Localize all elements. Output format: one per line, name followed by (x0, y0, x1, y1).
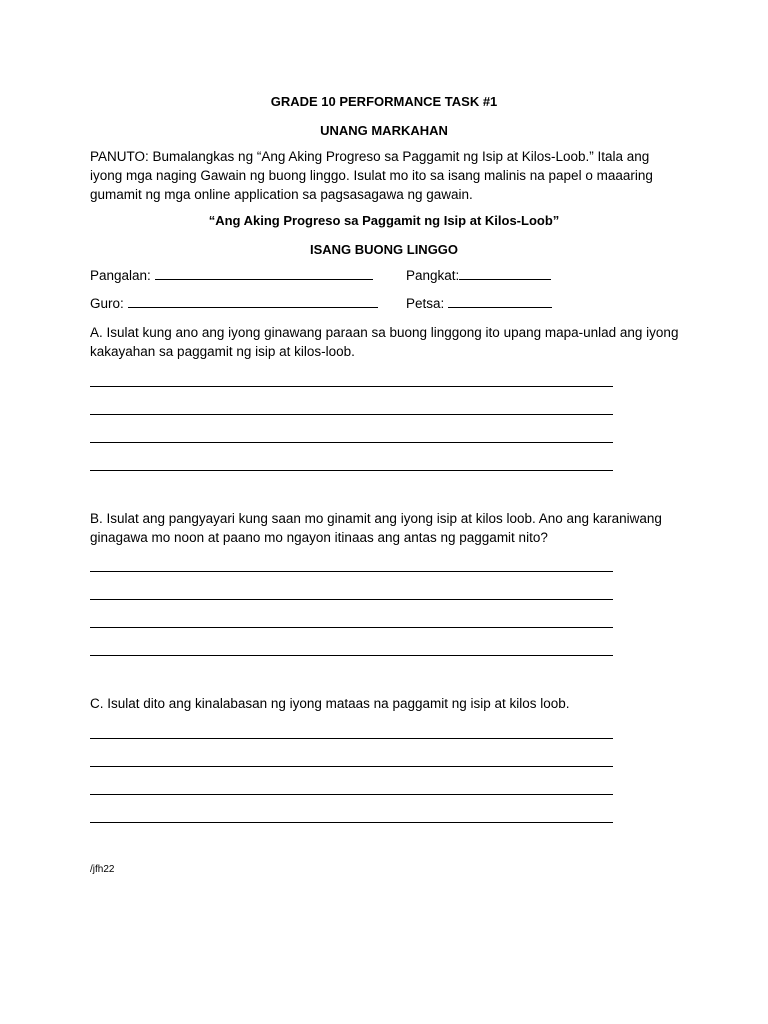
question-a: A. Isulat kung ano ang iyong ginawang paraan sa buong linggong ito upang mapa-unlad ang iyong kakayahan sa paggamit ng isip at kilos-loob. (90, 325, 679, 359)
answer-line-b2[interactable] (90, 599, 613, 600)
guro-blank[interactable] (128, 295, 378, 308)
answer-line-a4[interactable] (90, 470, 613, 471)
answer-line-a3[interactable] (90, 442, 613, 443)
answer-line-c1[interactable] (90, 738, 613, 739)
answer-line-c3[interactable] (90, 794, 613, 795)
pangkat-field[interactable] (406, 266, 551, 285)
answer-line-a1[interactable] (90, 386, 613, 387)
pangkat-blank[interactable] (459, 267, 551, 280)
answer-line-c4[interactable] (90, 822, 613, 823)
pangalan-label: Pangalan: (90, 268, 151, 283)
footer-code: /jfh22 (90, 864, 115, 875)
answer-line-b4[interactable] (90, 655, 613, 656)
worksheet-title: GRADE 10 PERFORMANCE TASK #1 (270, 94, 498, 109)
question-c: C. Isulat dito ang kinalabasan ng iyong mataas na paggamit ng isip at kilos loob. (90, 696, 570, 711)
answer-line-c2[interactable] (90, 766, 613, 767)
answer-line-a2[interactable] (90, 414, 613, 415)
task-period: ISANG BUONG LINGGO (309, 242, 459, 257)
pangalan-blank[interactable] (155, 267, 373, 280)
instructions-paragraph: PANUTO: Bumalangkas ng “Ang Aking Progreso sa Paggamit ng Isip at Kilos-Loob.” Itala ang iyong mga naging Gawain ng buong linggo. Isulat mo ito sa isang malinis na papel o maaaring gumamit ng mga online application sa pagsasagawa ng gawain. (90, 149, 653, 202)
answer-line-b1[interactable] (90, 571, 613, 572)
task-title: “Ang Aking Progreso sa Paggamit ng Isip at Kilos-Loob” (208, 213, 560, 228)
petsa-label: Petsa: (406, 296, 445, 311)
petsa-field[interactable] (406, 294, 552, 313)
guro-label: Guro: (90, 296, 124, 311)
answer-line-b3[interactable] (90, 627, 613, 628)
pangalan-field[interactable] (90, 266, 373, 285)
petsa-blank[interactable] (448, 295, 552, 308)
quarter-heading: UNANG MARKAHAN (320, 123, 448, 138)
guro-field[interactable] (90, 294, 378, 313)
pangkat-label: Pangkat: (406, 268, 460, 283)
question-b: B. Isulat ang pangyayari kung saan mo ginamit ang iyong isip at kilos loob. Ano ang karaniwang ginagawa mo noon at paano mo ngayon itinaas ang antas ng paggamit nito? (90, 511, 662, 545)
